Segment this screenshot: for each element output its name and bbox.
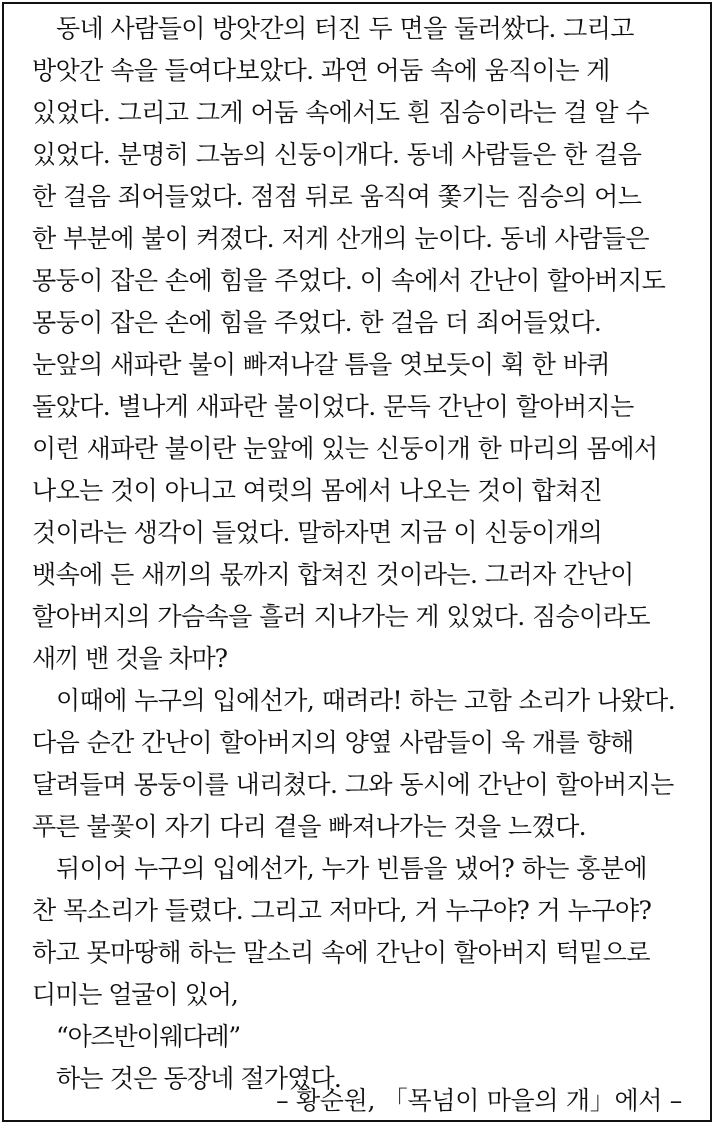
passage-box [2, 2, 712, 1122]
text-line: 있었다. 그리고 그게 어둠 속에서도 흰 짐승이라는 걸 알 수 [32, 98, 650, 127]
text-line: 하고 못마땅해 하는 말소리 속에 간난이 할아버지 턱밑으로 [32, 938, 650, 967]
text-line: 푸른 불꽃이 자기 다리 곁을 빠져나가는 것을 느꼈다. [32, 812, 587, 841]
text-line: 뒤이어 누구의 입에선가, 누가 빈틈을 냈어? 하는 홍분에 [56, 854, 647, 883]
text-line: 뱃속에 든 새끼의 몫까지 합쳐진 것이라는. 그러자 간난이 [32, 560, 634, 589]
text-line: 몽둥이 잡은 손에 힘을 주었다. 한 걸음 더 죄어들었다. [32, 308, 602, 337]
text-line: 있었다. 분명히 그놈의 신둥이개다. 동네 사람들은 한 걸음 [32, 140, 642, 169]
text-line: 눈앞의 새파란 불이 빠져나갈 틈을 엿보듯이 휙 한 바퀴 [32, 350, 610, 379]
text-line: “아즈반이웨다레” [56, 1022, 240, 1051]
text-line: 찬 목소리가 들렸다. 그리고 저마다, 거 누구야? 거 누구야? [32, 896, 652, 925]
text-line: 디미는 얼굴이 있어, [32, 980, 238, 1009]
text-line: 한 걸음 죄어들었다. 점점 뒤로 움직여 쫓기는 짐승의 어느 [32, 182, 642, 211]
text-line: 한 부분에 불이 켜졌다. 저게 산개의 눈이다. 동네 사람들은 [32, 224, 650, 253]
text-line: 달려들며 몽둥이를 내리쳤다. 그와 동시에 간난이 할아버지는 [32, 770, 674, 799]
text-line: 몽둥이 잡은 손에 힘을 주었다. 이 속에서 간난이 할아버지도 [32, 266, 666, 295]
text-line: 동네 사람들이 방앗간의 터진 두 면을 둘러쌌다. 그리고 [56, 14, 634, 43]
text-line: 것이라는 생각이 들었다. 말하자면 지금 이 신둥이개의 [32, 518, 603, 547]
text-line: 이런 새파란 불이란 눈앞에 있는 신둥이개 한 마리의 몸에서 [32, 434, 658, 463]
text-line: 돌았다. 별나게 새파란 불이었다. 문득 간난이 할아버지는 [32, 392, 634, 421]
text-line: 방앗간 속을 들여다보았다. 과연 어둠 속에 움직이는 게 [32, 56, 610, 85]
passage-text [32, 8, 702, 1100]
text-line: 나오는 것이 아니고 여럿의 몸에서 나오는 것이 합쳐진 [32, 476, 603, 505]
text-line: 이때에 누구의 입에선가, 때려라! 하는 고함 소리가 나왔다. [56, 686, 676, 715]
text-line: 다음 순간 간난이 할아버지의 양옆 사람들이 욱 개를 향해 [32, 728, 634, 757]
source-citation: – 황순원, 「목넘이 마을의 개」에서 – [276, 1086, 682, 1115]
text-line: 할아버지의 가슴속을 흘러 지나가는 게 있었다. 짐승이라도 [32, 602, 650, 631]
text-line: 새끼 밴 것을 차마? [32, 644, 227, 673]
text-line: 하는 것은 동장네 절가였다. [56, 1064, 341, 1093]
